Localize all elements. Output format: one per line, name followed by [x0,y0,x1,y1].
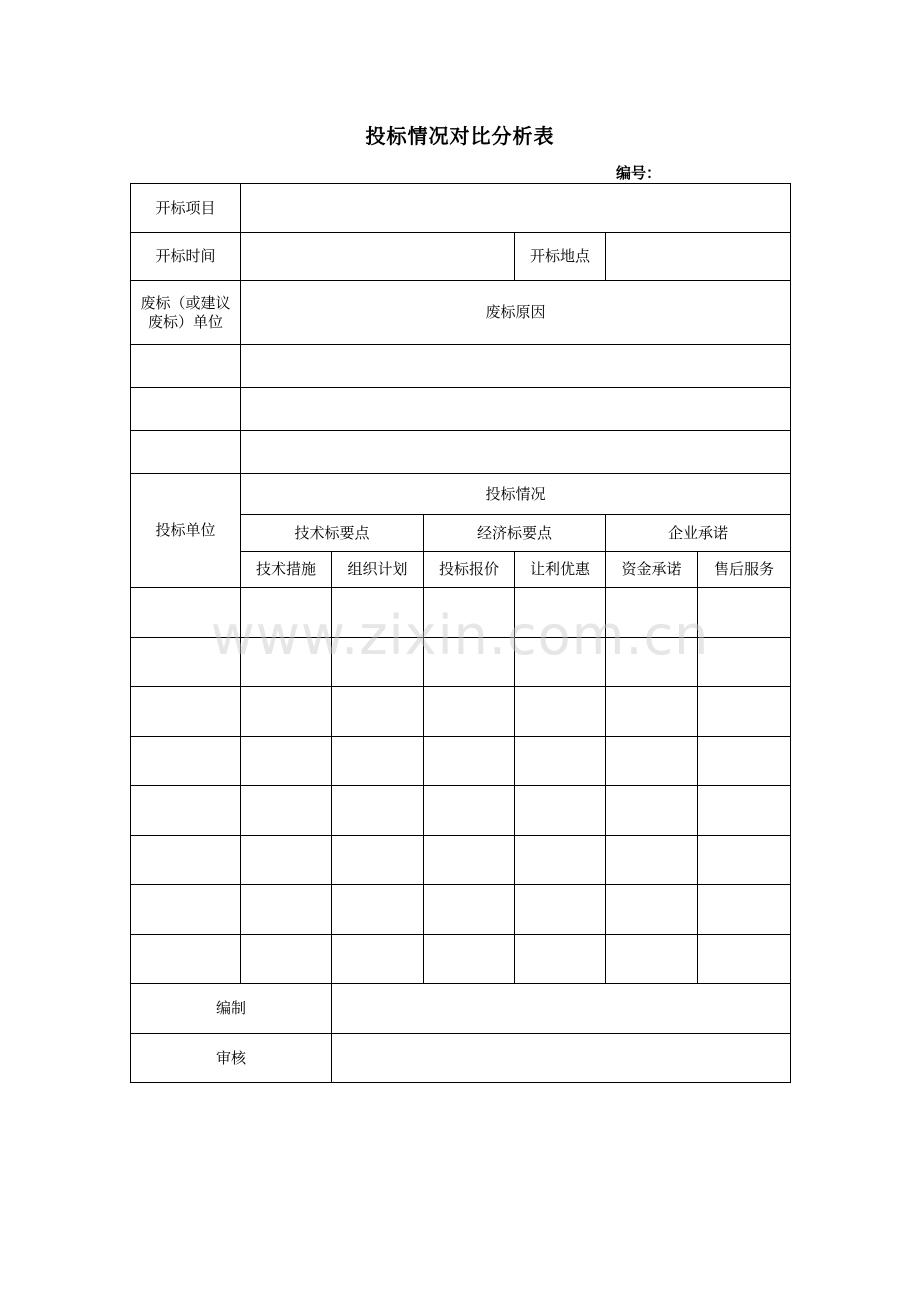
table-cell[interactable] [698,885,791,935]
bid-comparison-table [130,183,791,1083]
table-cell[interactable] [424,836,515,885]
table-cell[interactable] [515,786,606,836]
disqualified-unit-cell[interactable] [131,431,241,474]
disqualified-row [131,388,791,431]
table-cell[interactable] [332,687,424,737]
disqualified-row [131,431,791,474]
table-cell[interactable] [698,737,791,786]
table-cell[interactable] [332,836,424,885]
bid-situation-header-row [131,474,791,515]
table-cell[interactable] [241,836,332,885]
project-label: 开标项目 [131,184,241,233]
bidder-cell[interactable] [131,885,241,935]
time-label: 开标时间 [131,233,241,281]
fund-commitment-label: 资金承诺 [606,552,698,588]
table-cell[interactable] [698,786,791,836]
table-cell[interactable] [332,588,424,638]
bidder-row [131,836,791,885]
table-cell[interactable] [241,737,332,786]
disqualified-reason-cell[interactable] [241,388,791,431]
prepared-by-row [131,984,791,1034]
table-cell[interactable] [424,935,515,984]
org-plan-label: 组织计划 [332,552,424,588]
table-cell[interactable] [698,836,791,885]
disqualified-row [131,345,791,388]
prepared-by-value-cell[interactable] [332,984,791,1034]
table-cell[interactable] [515,687,606,737]
document-number-label: 编号： [616,164,662,182]
table-cell[interactable] [698,588,791,638]
table-cell[interactable] [241,786,332,836]
table-cell[interactable] [332,638,424,687]
table-cell[interactable] [332,737,424,786]
page-title: 投标情况对比分析表 [365,124,555,148]
table-cell[interactable] [606,737,698,786]
watermark: www.zixin.com.cn [210,604,710,667]
table-cell[interactable] [698,638,791,687]
table-cell[interactable] [332,935,424,984]
bidder-cell[interactable] [131,935,241,984]
disqualified-reason-cell[interactable] [241,431,791,474]
table-cell[interactable] [606,885,698,935]
table-cell[interactable] [698,935,791,984]
bidder-cell[interactable] [131,588,241,638]
place-label: 开标地点 [515,233,606,281]
bidder-row [131,737,791,786]
reviewed-by-label: 审核 [131,1034,332,1083]
table-cell[interactable] [606,687,698,737]
table-cell[interactable] [424,737,515,786]
bidder-cell[interactable] [131,737,241,786]
reviewed-by-value-cell[interactable] [332,1034,791,1083]
table-cell[interactable] [241,935,332,984]
table-cell[interactable] [515,885,606,935]
disqualified-unit-cell[interactable] [131,345,241,388]
bid-situation-label: 投标情况 [241,474,791,515]
table-cell[interactable] [515,935,606,984]
table-cell[interactable] [698,687,791,737]
discount-label: 让利优惠 [515,552,606,588]
project-value-cell[interactable] [241,184,791,233]
tech-points-label: 技术标要点 [241,515,424,552]
table-cell[interactable] [241,588,332,638]
bidder-row [131,588,791,638]
reviewed-by-row [131,1034,791,1083]
disqualified-unit-cell[interactable] [131,388,241,431]
prepared-by-label: 编制 [131,984,332,1034]
bid-price-label: 投标报价 [424,552,515,588]
bidder-cell[interactable] [131,638,241,687]
commitments-label: 企业承诺 [606,515,791,552]
table-cell[interactable] [515,737,606,786]
bidder-row [131,638,791,687]
table-cell[interactable] [424,786,515,836]
bidder-cell[interactable] [131,786,241,836]
table-cell[interactable] [241,687,332,737]
bidder-label: 投标单位 [131,474,241,588]
table-cell[interactable] [515,588,606,638]
table-cell[interactable] [332,786,424,836]
tech-measures-label: 技术措施 [241,552,332,588]
table-cell[interactable] [606,836,698,885]
disqualified-reason-cell[interactable] [241,345,791,388]
bidder-row [131,687,791,737]
table-cell[interactable] [332,885,424,935]
disqualified-unit-label: 废标（或建议废标）单位 [131,281,241,345]
project-row [131,184,791,233]
disqualified-header-row [131,281,791,345]
table-cell[interactable] [241,638,332,687]
bidder-cell[interactable] [131,836,241,885]
econ-points-label: 经济标要点 [424,515,606,552]
table-cell[interactable] [606,638,698,687]
table-cell[interactable] [515,836,606,885]
after-sales-label: 售后服务 [698,552,791,588]
place-value-cell[interactable] [606,233,791,281]
table-cell[interactable] [606,935,698,984]
time-value-cell[interactable] [241,233,515,281]
table-cell[interactable] [424,588,515,638]
bidder-row [131,885,791,935]
bidder-row [131,935,791,984]
bidder-cell[interactable] [131,687,241,737]
table-cell[interactable] [424,687,515,737]
bidder-row [131,786,791,836]
table-cell[interactable] [241,885,332,935]
table-cell[interactable] [606,588,698,638]
table-cell[interactable] [606,786,698,836]
table-cell[interactable] [424,885,515,935]
disqualified-reason-label: 废标原因 [241,281,791,345]
time-place-row [131,233,791,281]
table-cell[interactable] [515,638,606,687]
table-cell[interactable] [424,638,515,687]
